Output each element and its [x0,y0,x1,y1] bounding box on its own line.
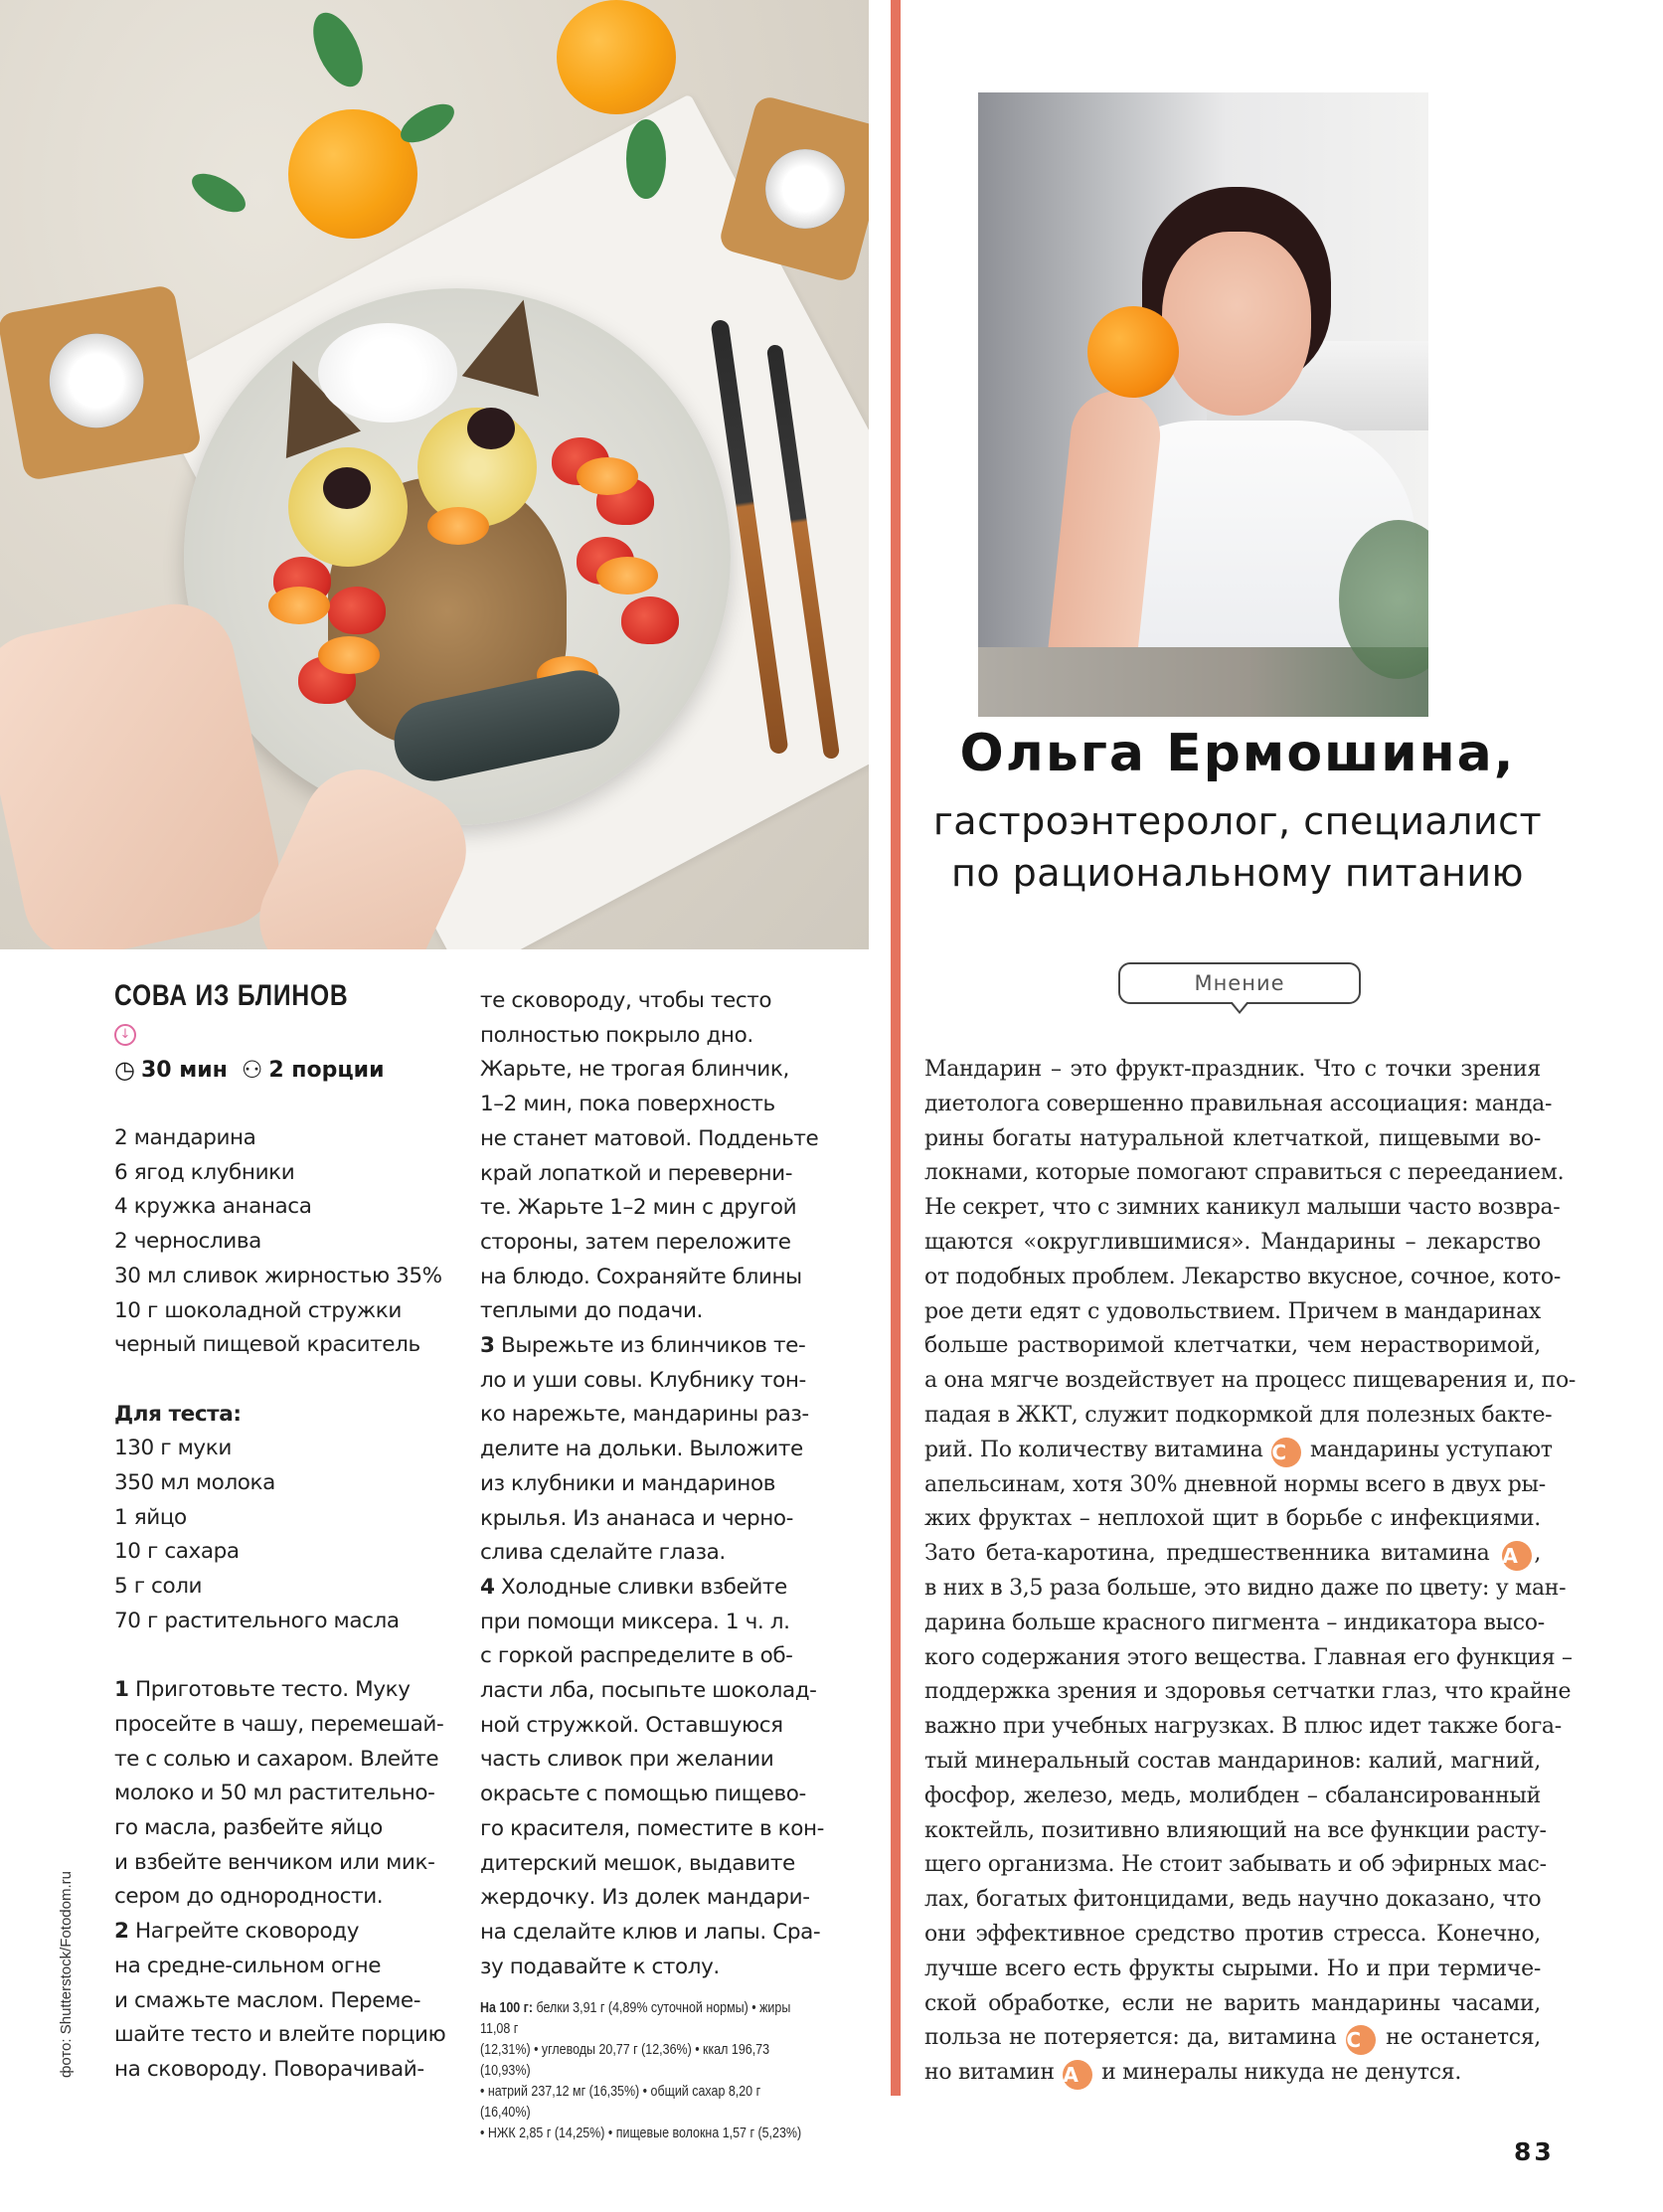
article-line: щаются «округлившимися». Мандарины – лекарство [924,1229,1541,1255]
recipe-column-middle [480,984,825,1984]
step-line: ласти лба, посыпьте шоколад- [480,1678,817,1704]
article-line: важно при учебных нагрузках. В плюс идет также бога- [924,1714,1562,1740]
step-line: на блюдо. Сохраняйте блины [480,1264,802,1289]
step-line: те с солью и сахаром. Влейте [114,1746,439,1772]
leaf [626,119,666,199]
ingredient: 70 г растительного масла [114,1608,400,1633]
step-line: 1 Приготовьте тесто. Муку [114,1677,411,1703]
article-line: они эффективное средство против стресса. Конечно, [924,1921,1541,1947]
strawberry [621,596,679,644]
expert-title [915,795,1561,899]
article-line: апельсинам, хотя 30% дневной нормы всего в двух ры- [924,1471,1546,1497]
step-line: из клубники и мандаринов [480,1470,775,1496]
step-line: крылья. Из ананаса и черно- [480,1505,793,1531]
step-line: го красителя, поместите в кон- [480,1815,825,1841]
article-line: в них в 3,5 раза больше, это видно даже по цвету: у ман- [924,1575,1567,1601]
tangerine-slice [427,507,489,545]
ingredient: 4 кружка ананаса [114,1194,312,1220]
step-line: ло и уши совы. Клубнику тон- [480,1367,806,1393]
accent-divider [891,0,901,2096]
step-line: и взбейте венчиком или мик- [114,1849,435,1875]
ingredient: 350 мл молока [114,1470,275,1496]
article-line: но витамин A и минералы никуда не денутся. [924,2056,1541,2091]
step-line: 1–2 мин, пока поверхность [480,1092,775,1117]
leaf [303,5,373,93]
step-line: окрасьте с помощью пищево- [480,1782,806,1807]
step-line: ко нарежьте, мандарины раз- [480,1402,809,1428]
download-icon[interactable]: ↓ [114,1024,136,1046]
step-line: 3 Вырежьте из блинчиков те- [480,1333,806,1359]
step-line: молоко и 50 мл растительно- [114,1781,435,1806]
ingredient: 2 мандарина [114,1125,256,1150]
step-line: 4 Холодные сливки взбейте [480,1574,787,1600]
recipe-meta [114,1056,385,1084]
whipped-cream [318,323,457,423]
tangerine-slice [268,587,330,624]
article-line: поддержка зрения и здоровья сетчатки глаз, что крайне [924,1679,1572,1705]
step-line: сером до однородности. [114,1884,384,1910]
article-line: локнами, которые помогают справиться с перееданием. [924,1160,1565,1186]
article-line: коктейль, позитивно влияющий на все функции расту- [924,1817,1547,1843]
tangerine [557,0,676,114]
article-line: жих фруктах – неплохой щит в борьбе с инфекциями. [924,1506,1541,1532]
article-line: фосфор, железо, медь, молибден – сбалансированный [924,1783,1541,1808]
dough-ingredients-list [114,1432,452,1638]
speech-bubble-pointer-fill [1232,1001,1247,1011]
nutrition-line: (12,31%) • углеводы 20,77 г (12,36%) • ккал 196,73 (10,93%) [480,2042,770,2079]
ingredient: 30 мл сливок жирностью 35% [114,1263,442,1288]
expert-portrait-photo [978,92,1428,717]
step-line: жердочку. Из долек мандари- [480,1885,810,1911]
vitamin-a-icon: A [1502,1541,1532,1571]
step-line: край лопаткой и переверни- [480,1160,793,1186]
dough-heading: Для теста: [114,1401,242,1427]
prune [467,408,515,449]
article-line: Зато бета-каротина, предшественника витамина A , [924,1537,1541,1572]
ingredient: 10 г сахара [114,1539,240,1565]
opinion-badge [1118,962,1361,1004]
article-line: ской обработке, если не варить мандарины часами, [924,1990,1541,2016]
article-line: рий. По количеству витамина C мандарины уступают [924,1434,1541,1468]
nutrition-line: • натрий 237,12 мг (16,35%) • общий сахар 8,20 г (16,40%) [480,2084,761,2121]
opinion-badge-label: Мнение [1194,971,1285,995]
article-line: диетолога совершенно правильная ассоциация: манда- [924,1091,1553,1116]
article-line: тый минеральный состав мандаринов: калий, магний, [924,1748,1541,1774]
vitamin-c-icon: C [1271,1438,1301,1467]
vitamin-a-icon: A [1063,2060,1092,2090]
step-number: 2 [114,1919,129,1945]
article-line: польза не потеряется: да, витамина C не останется, [924,2021,1541,2056]
step-line: го масла, разбейте яйцо [114,1815,383,1841]
step-line: стороны, затем переложите [480,1229,791,1255]
step-line: и смажьте маслом. Переме- [114,1987,421,2013]
step-line: ной стружкой. Оставшуюся [480,1712,783,1738]
step-line: делите на дольки. Выложите [480,1437,803,1462]
ingredient: 1 яйцо [114,1504,187,1530]
step-line: на средне-сильном огне [114,1953,382,1978]
step-line: просейте в чашу, перемешай- [114,1711,444,1737]
ingredient: 2 чернослива [114,1229,261,1255]
step-line: слива сделайте глаза. [480,1540,726,1566]
recipe-servings: 2 порции [268,1057,385,1083]
face [1162,232,1311,416]
step-number: 3 [480,1333,495,1359]
ingredient: 130 г муки [114,1436,232,1461]
article-line: больше растворимой клетчатки, чем нерастворимой, [924,1333,1541,1359]
leaf [186,166,251,220]
article-line: щего организма. Не стоит забывать и об эфирных мас- [924,1852,1547,1878]
strawberry [328,587,386,634]
nutrition-line: белки 3,91 г (4,89% суточной нормы) • жиры 11,08 г [480,2000,791,2037]
article-line: рины богаты натуральной клетчаткой, пищевыми во- [924,1125,1541,1151]
page-number: 83 [1514,2137,1555,2166]
step-line: не станет матовой. Подденьте [480,1125,819,1151]
recipe-column-left [114,1121,452,2088]
nutrition-facts [480,1998,808,2144]
prune [323,467,371,509]
step-line: на сковороду. Поворачивай- [114,2056,424,2082]
step-line: на сделайте клюв и лапы. Сра- [480,1919,821,1945]
step-line: те. Жарьте 1–2 мин с другой [480,1195,797,1221]
people-icon: ⚇ [241,1056,263,1084]
step-line: полностью покрыло дно. [480,1022,753,1048]
tangerine-slice [577,457,638,495]
step-number: 4 [480,1574,495,1600]
expert-opinion-article [924,1053,1577,2091]
expert-title-line: гастроэнтеролог, специалист [932,799,1543,843]
step-line: при помощи миксера. 1 ч. л. [480,1609,790,1634]
step-line: дитерский мешок, выдавите [480,1850,795,1876]
tangerine-slice [596,557,658,595]
expert-name: Ольга Ермошина, [959,724,1516,783]
ingredient: 6 ягод клубники [114,1159,295,1185]
article-line: лучше всего есть фрукты сырыми. Но и при термиче- [924,1956,1541,1981]
article-line: Не секрет, что с зимних каникул малыши часто возвра- [924,1195,1561,1221]
ingredients-list [114,1121,452,1363]
article-line: рое дети едят с удовольствием. Причем в мандаринах [924,1298,1541,1324]
vitamin-c-icon: C [1346,2025,1376,2055]
steps-left [114,1673,452,2087]
recipe-title: СОВА ИЗ БЛИНОВ [114,979,349,1012]
nutrition-line: • НЖК 2,85 г (14,25%) • пищевые волокна 1,57 г (5,23%) [480,2126,802,2141]
photo-credit: фото: Shutterstock/Fotodom.ru [58,1871,75,2078]
step-line: часть сливок при желании [480,1747,774,1773]
tangerine-slice [318,636,380,674]
step-line: 2 Нагрейте сковороду [114,1919,360,1945]
nutrition-label: На 100 г: [480,2000,534,2016]
article-line: падая в ЖКТ, служит подкормкой для полезных бакте- [924,1402,1553,1428]
step-line: шайте тесто и влейте порцию [114,2022,446,2048]
step-number: 1 [114,1677,129,1703]
step-line: те сковороду, чтобы тесто [480,988,772,1013]
step-line: зу подавайте к столу. [480,1954,720,1979]
article-line: кого содержания этого вещества. Главная его функция – [924,1644,1573,1670]
owl-pancake-photo [0,0,869,949]
ingredient: 10 г шоколадной стружки [114,1297,402,1323]
star-candle [0,284,202,482]
expert-title-line: по рациональному питанию [950,851,1525,895]
step-line: теплыми до подачи. [480,1298,703,1324]
ingredient: 5 г соли [114,1574,203,1600]
article-line: от подобных проблем. Лекарство вкусное, сочное, кото- [924,1264,1561,1289]
tangerine [1087,306,1179,398]
recipe-time: 30 мин [140,1057,228,1083]
article-line: лах, богатых фитонцидами, ведь научно доказано, что [924,1887,1542,1913]
article-line: Мандарин – это фрукт-праздник. Что с точки зрения [924,1057,1541,1082]
article-line: дарина больше красного пигмента – индикатора высо- [924,1610,1545,1635]
step-line: Жарьте, не трогая блинчик, [480,1057,789,1083]
ingredient: черный пищевой краситель [114,1332,420,1358]
step-line: с горкой распределите в об- [480,1643,793,1669]
clock-icon: ◷ [114,1056,135,1084]
article-line: а она мягче воздействует на процесс пищеварения и, по- [924,1368,1577,1394]
tangerine [288,109,417,239]
